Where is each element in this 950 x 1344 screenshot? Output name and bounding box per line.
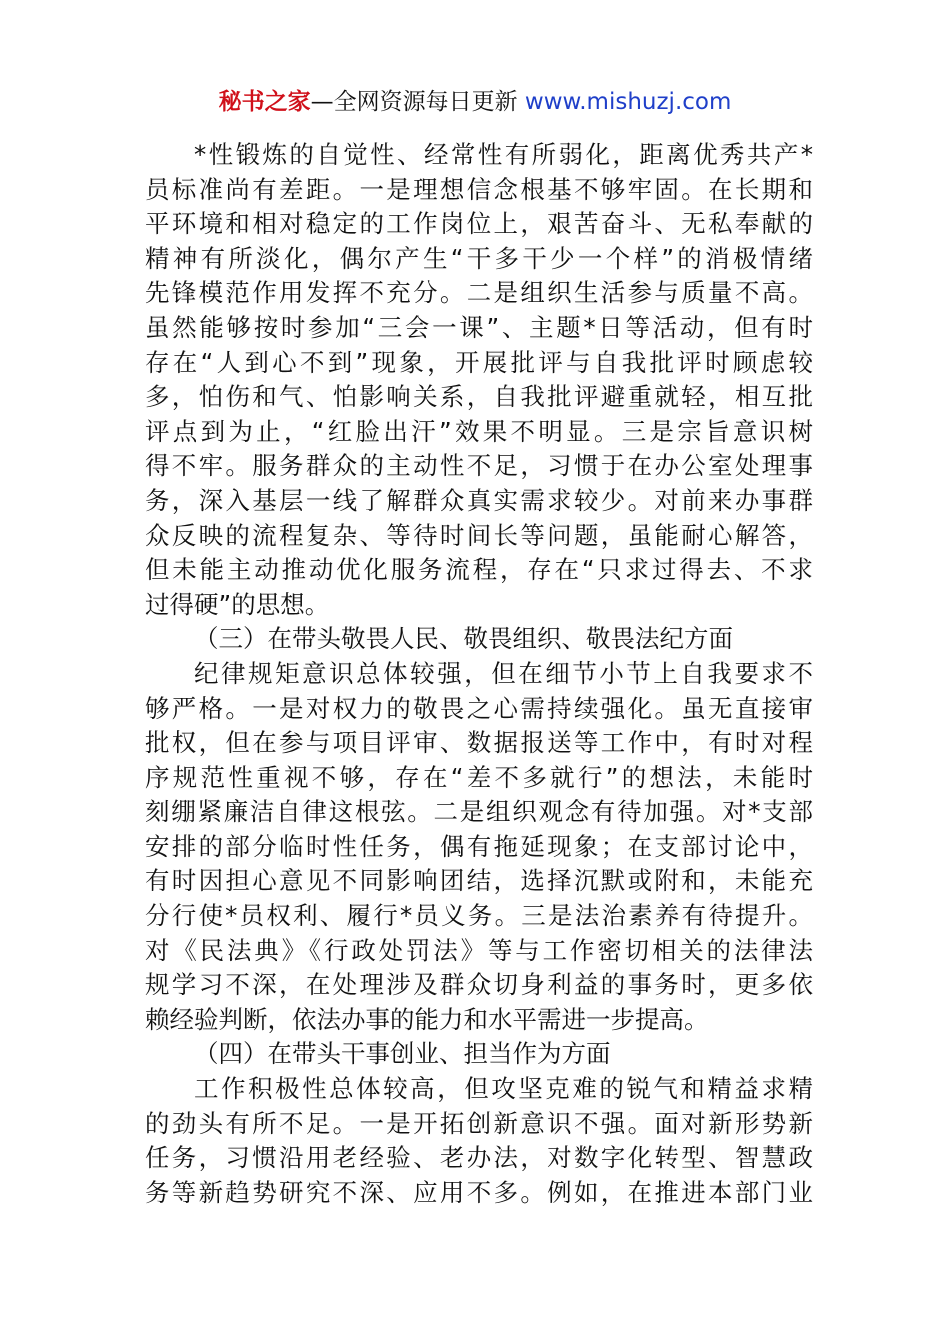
text-line: 平环境和相对稳定的工作岗位上，艰苦奋斗、无私奉献的	[145, 209, 813, 239]
text-line: 但未能主动推动优化服务流程，存在“只求过得去、不求	[145, 555, 813, 585]
text-line: 对《民法典》《行政处罚法》等与工作密切相关的法律法	[145, 935, 813, 965]
text-line: 得不牢。服务群众的主动性不足，习惯于在办公室处理事	[145, 451, 813, 481]
text-line: （三）在带头敬畏人民、敬畏组织、敬畏法纪方面	[194, 624, 733, 654]
text-line: 分行使*员权利、履行*员义务。三是法治素养有待提升。	[145, 901, 813, 931]
header-tagline: —全网资源每日更新	[310, 89, 525, 115]
text-line: 精神有所淡化，偶尔产生“干多干少一个样”的消极情绪	[145, 243, 813, 273]
text-line: 存在“人到心不到”现象，开展批评与自我批评时顾虑较	[145, 347, 813, 377]
text-line: 规学习不深，在处理涉及群众切身利益的事务时，更多依	[145, 970, 813, 1000]
text-line: 众反映的流程复杂、等待时间长等问题，虽能耐心解答，	[145, 520, 813, 550]
text-line: *性锻炼的自觉性、经常性有所弱化，距离优秀共产*	[194, 140, 813, 169]
page-header	[0, 86, 950, 118]
text-line: 任务，习惯沿用老经验、老办法，对数字化转型、智慧政	[145, 1143, 813, 1173]
text-line: 赖经验判断，依法办事的能力和水平需进一步提高。	[145, 1004, 709, 1034]
text-line: 安排的部分临时性任务，偶有拖延现象；在支部讨论中，	[145, 831, 813, 861]
text-line: 务，深入基层一线了解群众真实需求较少。对前来办事群	[145, 485, 813, 515]
text-line: 纪律规矩意识总体较强，但在细节小节上自我要求不	[194, 658, 813, 688]
text-line: 务等新趋势研究不深、应用不多。例如，在推进本部门业	[145, 1177, 813, 1207]
text-line: 评点到为止，“红脸出汗”效果不明显。三是宗旨意识树	[145, 416, 813, 446]
text-line: 先锋模范作用发挥不充分。二是组织生活参与质量不高。	[145, 278, 813, 308]
text-line: 多，怕伤和气、怕影响关系，自我批评避重就轻，相互批	[145, 382, 813, 412]
document-body	[145, 138, 813, 1210]
text-line: 的劲头有所不足。一是开拓创新意识不强。面对新形势新	[145, 1108, 813, 1138]
site-url-link[interactable]: www.mishuzj.com	[524, 89, 732, 115]
text-line: 有时因担心意见不同影响团结，选择沉默或附和，未能充	[145, 866, 813, 896]
brand-name: 秘书之家	[218, 89, 311, 115]
text-line: 够严格。一是对权力的敬畏之心需持续强化。虽无直接审	[145, 693, 813, 723]
text-line: 虽然能够按时参加“三会一课”、主题*日等活动，但有时	[145, 312, 813, 342]
text-line: 刻绷紧廉洁自律这根弦。二是组织观念有待加强。对*支部	[145, 797, 813, 827]
text-line: 工作积极性总体较高，但攻坚克难的锐气和精益求精	[194, 1074, 813, 1104]
text-line: 序规范性重视不够，存在“差不多就行”的想法，未能时	[145, 762, 813, 792]
text-line: 批权，但在参与项目评审、数据报送等工作中，有时对程	[145, 728, 813, 758]
text-line: 过得硬”的思想。	[145, 589, 330, 619]
text-line: （四）在带头干事创业、担当作为方面	[194, 1039, 611, 1069]
text-line: 员标准尚有差距。一是理想信念根基不够牢固。在长期和	[145, 174, 813, 204]
